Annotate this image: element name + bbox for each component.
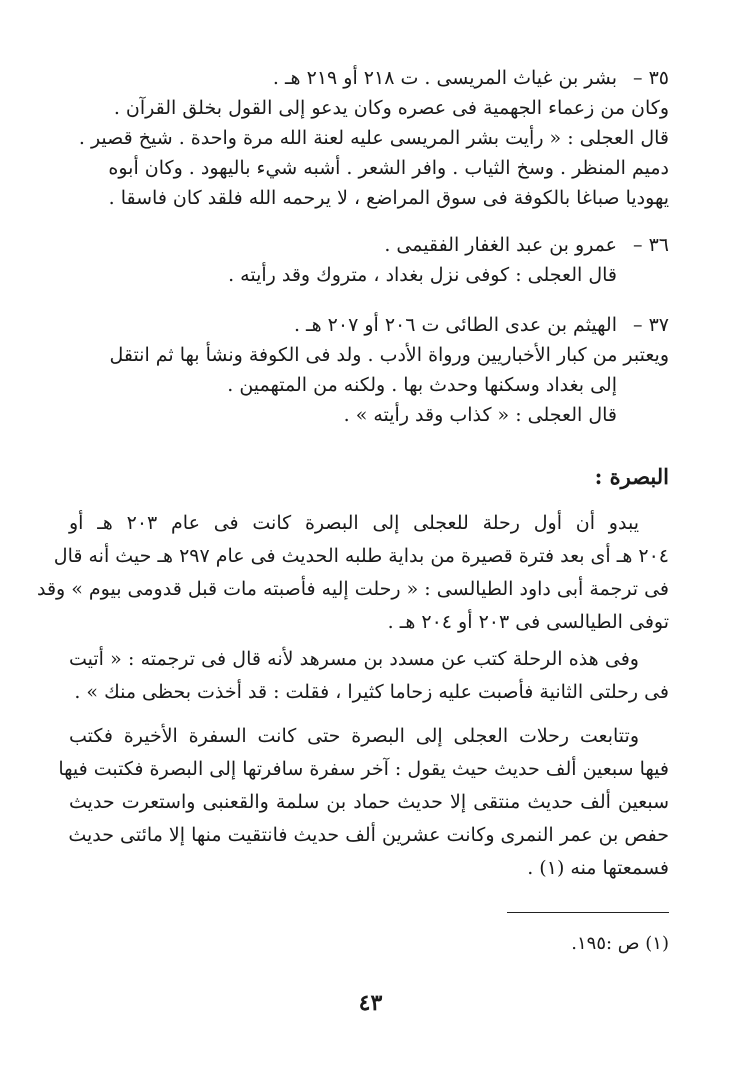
text-line: وفى هذه الرحلة كتب عن مسدد بن مسرهد لأنه قال فى ترجمته : « أتيت bbox=[69, 648, 639, 670]
biography-entry-37 bbox=[69, 310, 669, 430]
text-line: قال العجلى : كوفى نزل بغداد ، متروك وقد رأيته . bbox=[228, 264, 617, 286]
text-line: قال العجلى : « كذاب وقد رأيته » . bbox=[343, 404, 617, 426]
entry-heading bbox=[69, 310, 669, 340]
entry-title: بشر بن غياث المريسى . ت ٢١٨ أو ٢١٩ هـ . bbox=[272, 67, 617, 89]
text-line: وتتابعت رحلات العجلى إلى البصرة حتى كانت السفرة الأخيرة فكتب bbox=[69, 725, 639, 747]
biography-entry-35 bbox=[69, 63, 669, 213]
page-number: ٤٣ bbox=[358, 990, 383, 1016]
text-line: فى ترجمة أبى داود الطيالسى : « رحلت إليه فأصبته مات قبل قدومى بيوم » وقد bbox=[36, 578, 669, 600]
footnote: (١) ص :١٩٥. bbox=[571, 933, 669, 954]
section-heading: البصرة : bbox=[594, 464, 669, 489]
text-line: سبعين ألف حديث منتقى إلا حديث حماد بن سلمة والقعنبى واستعرت حديث bbox=[69, 791, 669, 813]
text-line: ٢٠٤ هـ أى بعد فترة قصيرة من بداية طلبه الحديث فى عام ٢٩٧ هـ حيث أنه قال bbox=[53, 545, 669, 567]
entry-title: عمرو بن عبد الغفار الفقيمى . bbox=[384, 234, 617, 256]
paragraph-musaddad bbox=[69, 643, 669, 709]
paragraph-later-trips bbox=[58, 720, 669, 885]
paragraph-first-trip bbox=[36, 507, 669, 639]
text-line: ويعتبر من كبار الأخباريين ورواة الأدب . ولد فى الكوفة ونشأ بها ثم انتقل bbox=[109, 344, 669, 366]
entry-heading bbox=[69, 230, 669, 260]
entry-number: ٣٧ – bbox=[633, 314, 669, 336]
text-line: وكان من زعماء الجهمية فى عصره وكان يدعو إلى القول بخلق القرآن . bbox=[113, 97, 669, 119]
text-line: فسمعتها منه (١) . bbox=[527, 857, 669, 879]
entry-number: ٣٦ – bbox=[633, 234, 669, 256]
entry-text bbox=[69, 340, 669, 430]
text-line: دميم المنظر . وسخ الثياب . وافر الشعر . أشبه شيء باليهود . وكان أبوه bbox=[108, 157, 669, 179]
footnote-divider bbox=[507, 912, 669, 913]
text-line: يبدو أن أول رحلة للعجلى إلى البصرة كانت فى عام ٢٠٣ هـ أو bbox=[69, 512, 639, 534]
text-line: قال العجلى : « رأيت بشر المريسى عليه لعنة الله مرة واحدة . شيخ قصير . bbox=[78, 127, 669, 149]
entry-heading bbox=[69, 63, 669, 93]
text-line: توفى الطيالسى فى ٢٠٣ أو ٢٠٤ هـ . bbox=[387, 611, 669, 633]
text-line: حفص بن عمر النمرى وكانت عشرين ألف حديث فانتقيت منها إلا مائتى حديث bbox=[68, 824, 669, 846]
text-line: يهوديا صباغا بالكوفة فى سوق المراضع ، لا يرحمه الله فلقد كان فاسقا . bbox=[108, 187, 669, 209]
entry-text bbox=[69, 260, 669, 290]
text-line: فيها سبعين ألف حديث حيث يقول : آخر سفرة سافرتها إلى البصرة فكتبت فيها bbox=[58, 758, 669, 780]
entry-text bbox=[69, 93, 669, 213]
text-line: إلى بغداد وسكنها وحدث بها . ولكنه من المتهمين . bbox=[227, 374, 617, 396]
text-line: فى رحلتى الثانية فأصبت عليه زحاما كثيرا ، فقلت : قد أخذت بحظى منك » . bbox=[74, 681, 669, 703]
entry-number: ٣٥ – bbox=[633, 67, 669, 89]
biography-entry-36 bbox=[69, 230, 669, 290]
entry-title: الهيثم بن عدى الطائى ت ٢٠٦ أو ٢٠٧ هـ . bbox=[293, 314, 617, 336]
